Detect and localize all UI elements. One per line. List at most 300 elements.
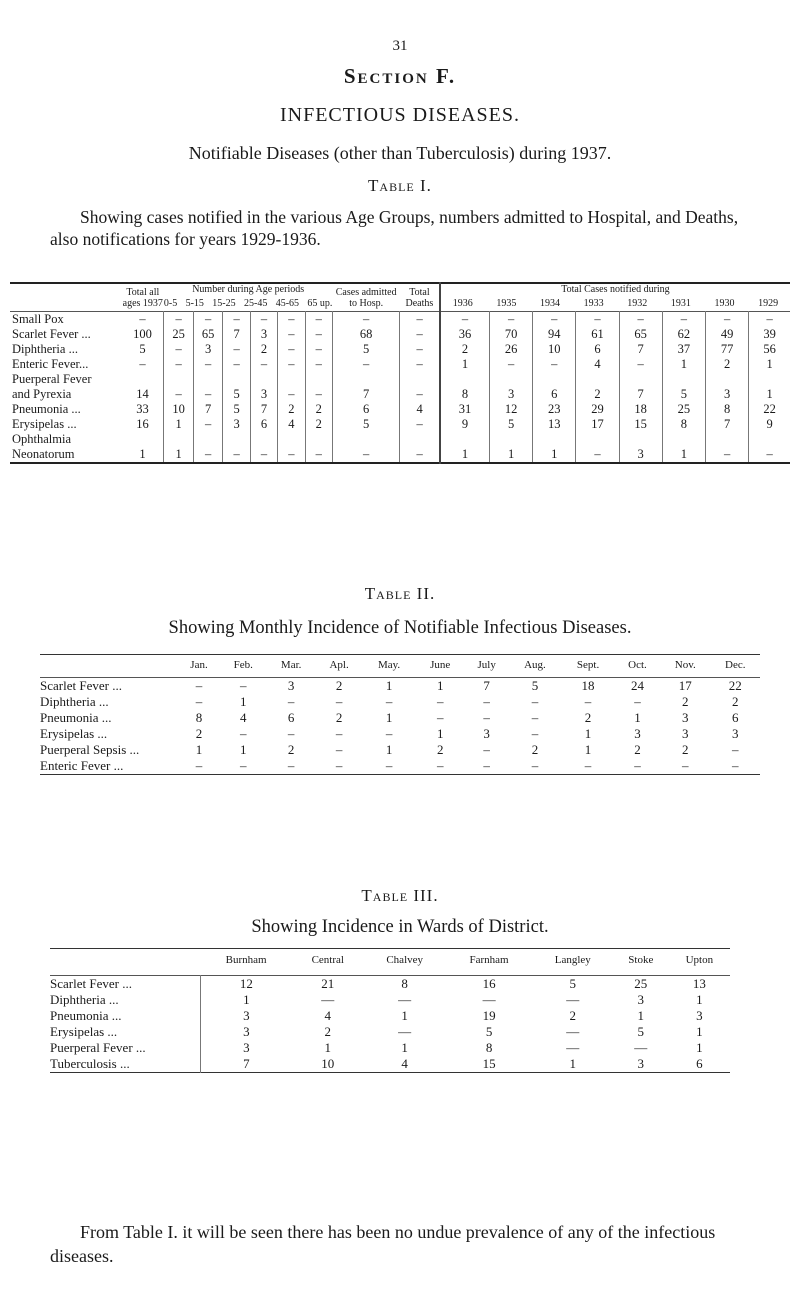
table2-cell: –	[436, 694, 444, 709]
table1-cell	[662, 432, 705, 447]
table1-cell: 1	[164, 447, 194, 463]
table1-cell: 37	[662, 342, 705, 357]
table3-row	[50, 976, 730, 993]
table2-cell: 8	[195, 710, 203, 725]
table2-month-header: Nov.	[674, 659, 696, 671]
table2-month-header: Oct.	[628, 659, 647, 671]
table1-year-0: 1936	[452, 298, 473, 309]
table2-cell: 1	[584, 726, 592, 741]
table1-cell: –	[619, 312, 662, 328]
table3-description: Showing Incidence in Wards of District.	[251, 917, 549, 937]
table2-cell: 1	[240, 694, 247, 709]
table1-cell: 29	[576, 402, 619, 417]
table1-cell: 5	[223, 402, 250, 417]
table1-cell	[250, 432, 277, 447]
page-number: 31	[392, 38, 408, 54]
table3-cell: —	[482, 992, 496, 1007]
table1-cell: 3	[223, 417, 250, 432]
table2-month-header: Feb.	[233, 659, 253, 671]
table1-cell: 6	[250, 417, 277, 432]
table1-cell: 62	[662, 327, 705, 342]
table2-cell: –	[240, 758, 247, 773]
table3-cell: 13	[692, 976, 706, 991]
table1-cell: –	[193, 387, 223, 402]
table1-cell: –	[400, 327, 440, 342]
table2-cell: 1	[195, 742, 203, 757]
table1-row	[10, 327, 790, 342]
table2-cell: –	[287, 694, 295, 709]
table2-row	[40, 694, 760, 710]
table2-cell: 1	[436, 678, 444, 693]
table1-year-2: 1934	[540, 298, 560, 309]
table2-cell: –	[682, 758, 689, 773]
table3-cell: 8	[485, 1040, 493, 1055]
table1-cell: –	[332, 357, 399, 372]
table1-cell: 1	[662, 447, 705, 463]
table1-cell: –	[278, 312, 305, 328]
table1-cell	[619, 432, 662, 447]
table2-cell: –	[287, 758, 295, 773]
table3-cell: 1	[324, 1040, 332, 1055]
table2-cell: 6	[287, 710, 295, 725]
table1-cell: –	[278, 327, 305, 342]
table1-cell: 68	[332, 327, 399, 342]
table3-disease: Pneumonia ...	[50, 1008, 122, 1023]
table2-cell: 3	[483, 726, 490, 741]
table3-cell: 2	[569, 1008, 576, 1023]
table1-cell: 3	[705, 387, 748, 402]
table1-cell: –	[193, 357, 223, 372]
table1-disease: Puerperal Fever	[12, 372, 92, 386]
table1-cell: 1	[440, 447, 490, 463]
table3-row	[50, 992, 730, 1008]
table1-header-age-group: Number during Age periods 0-5 5-15 15-25 25-45 45-65 65 up.	[163, 284, 333, 309]
table2-month-header: July	[477, 659, 496, 671]
table1-cell	[576, 432, 619, 447]
table2-cell: –	[195, 678, 203, 693]
table2-cell: –	[483, 710, 490, 725]
table1-disease: Scarlet Fever ...	[12, 327, 91, 341]
table3-cell: 1	[201, 992, 292, 1008]
table1-disease: Pneumonia ...	[12, 402, 81, 416]
table1-cell: –	[705, 447, 748, 463]
table3-cell: 7	[201, 1056, 292, 1073]
table2-disease: Puerperal Sepsis ...	[40, 742, 140, 757]
table2-cell: 1	[584, 742, 592, 757]
table1-header-total-cases: Total Cases notified during 1936 1935 1934 1933 1932 1931 1930 1929	[440, 283, 790, 312]
table1-cell: –	[576, 312, 619, 328]
main-title: INFECTIOUS DISEASES.	[279, 104, 521, 126]
table2-cell: 1	[385, 742, 393, 757]
table1-cell: 14	[136, 387, 149, 401]
table1-cell: 23	[533, 402, 576, 417]
table2-cell: –	[385, 726, 393, 741]
table3-cell: —	[634, 1040, 648, 1055]
table1-cell: –	[139, 357, 146, 371]
table2-row	[40, 710, 760, 726]
table1-cell: 2	[305, 402, 332, 417]
table1-cell: 7	[332, 387, 399, 402]
table1-row	[10, 342, 790, 357]
table2-disease: Scarlet Fever ...	[40, 678, 122, 693]
table1-cell	[489, 432, 532, 447]
table3-cell: 15	[482, 1056, 496, 1071]
table2-cell: 3	[634, 726, 641, 741]
table1-cell	[440, 372, 490, 387]
table1-cell: 6	[332, 402, 399, 417]
table1-cell: 31	[440, 402, 490, 417]
table2-cell: –	[436, 710, 444, 725]
table1-cell: –	[400, 342, 440, 357]
table3-ward-header: Chalvey	[386, 954, 424, 966]
table1-year-7: 1929	[758, 298, 779, 309]
table1-row	[10, 312, 790, 328]
table1-cell: –	[705, 312, 748, 328]
table2-cell: 24	[630, 678, 644, 693]
table2-cell: –	[531, 758, 539, 773]
table1-cell: –	[164, 357, 194, 372]
table3-ward-header: Stoke	[628, 954, 654, 966]
table1-cell: 6	[533, 387, 576, 402]
table1-cell	[305, 372, 332, 387]
table1-cell: 39	[749, 327, 790, 342]
table1-year-4: 1932	[627, 298, 648, 309]
table1-disease: Ophthalmia	[12, 432, 72, 446]
table1-age-4: 45-65	[275, 298, 300, 309]
table3-ward-header: Burnham	[225, 954, 267, 966]
table2-cell: –	[732, 742, 739, 757]
table1-cell: 61	[576, 327, 619, 342]
table1-cell	[576, 372, 619, 387]
table1-cell	[705, 372, 748, 387]
table1-cell	[749, 372, 790, 387]
table2-month-header: Dec.	[725, 659, 746, 671]
table2-month-header: Apl.	[329, 659, 349, 671]
table2-cell: 2	[287, 742, 295, 757]
table1-header-deaths: Total Deaths	[405, 287, 434, 309]
table3-cell: 1	[401, 1040, 408, 1055]
table1-cell: 65	[193, 327, 223, 342]
table3-cell: 12	[201, 976, 292, 993]
table2-cell: –	[634, 758, 641, 773]
table1-cell: 7	[223, 327, 250, 342]
table1-cell	[489, 372, 532, 387]
subtitle: Notifiable Diseases (other than Tuberculosis) during 1937.	[188, 143, 612, 163]
table1-cell: 3	[193, 342, 223, 357]
table3-header-disease	[50, 949, 201, 976]
table3-cell: 3	[201, 1040, 292, 1056]
table1	[10, 282, 790, 464]
table1-cell: –	[250, 312, 277, 328]
table1-cell	[749, 432, 790, 447]
table3-disease: Puerperal Fever ...	[50, 1040, 146, 1055]
table1-cell: 1	[164, 417, 194, 432]
table1-cell: –	[400, 447, 440, 463]
table1-cell: 4	[400, 402, 440, 417]
table1-cell	[332, 432, 399, 447]
table1-cell: –	[305, 312, 332, 328]
table2-header-disease	[40, 655, 178, 678]
table3-cell: 5	[569, 976, 576, 991]
table1-cell: –	[193, 447, 223, 463]
table1-age-2: 15-25	[212, 298, 236, 309]
table3-disease: Diphtheria ...	[50, 992, 119, 1007]
table1-row	[10, 372, 790, 387]
table2-cell: –	[195, 694, 203, 709]
table1-cell: 6	[576, 342, 619, 357]
table3-cell: 3	[637, 992, 645, 1007]
table2-cell: –	[335, 726, 343, 741]
table2-disease: Diphtheria ...	[40, 694, 109, 709]
table1-cell: 7	[705, 417, 748, 432]
table2-month-header: Jan.	[190, 659, 208, 671]
table1-disease: Small Pox	[12, 312, 64, 326]
table1-cell	[193, 372, 223, 387]
table2-cell: 2	[195, 726, 203, 741]
table1-cell: –	[400, 357, 440, 372]
table1-cell: 15	[619, 417, 662, 432]
table2-cell: 3	[682, 710, 689, 725]
table1-cell	[400, 372, 440, 387]
table3-cell: 1	[637, 1008, 645, 1023]
table1-cell: 3	[250, 327, 277, 342]
table2-cell: –	[531, 694, 539, 709]
table1-cell: 100	[133, 327, 152, 341]
table1-cell: 2	[305, 417, 332, 432]
table1-cell	[705, 432, 748, 447]
table2-row	[40, 678, 760, 695]
table1-cell	[662, 372, 705, 387]
table2-cell: 3	[732, 726, 739, 741]
table1-disease: Erysipelas ...	[12, 417, 77, 431]
table3-cell: 3	[201, 1024, 292, 1040]
table1-cell: 25	[662, 402, 705, 417]
table1-cell: –	[533, 357, 576, 372]
table1-cell: 1	[489, 447, 532, 463]
table1-cell: –	[278, 357, 305, 372]
table1-cell	[533, 432, 576, 447]
table1-cell: 25	[164, 327, 194, 342]
table1-cell	[533, 372, 576, 387]
table3-row	[50, 1040, 730, 1056]
table3-cell: —	[566, 1040, 580, 1055]
table2-cell: –	[195, 758, 203, 773]
table1-cell: –	[164, 342, 194, 357]
table2-cell: –	[385, 694, 393, 709]
table1-cell	[164, 432, 194, 447]
table2-cell: –	[335, 694, 343, 709]
table2-cell: –	[240, 726, 247, 741]
table1-cell: –	[305, 357, 332, 372]
table1-description: Showing cases notified in the various Age Groups, numbers admitted to Hospital, and Deaths, also notifications for years 1929-1936.	[50, 207, 739, 249]
table1-cell	[223, 372, 250, 387]
table1-cell: –	[332, 312, 399, 328]
table2-cell: 22	[728, 678, 742, 693]
table1-cell: 3	[489, 387, 532, 402]
table3-cell: 4	[324, 1008, 332, 1023]
table1-cell: 16	[136, 417, 149, 431]
table3-row	[50, 1056, 730, 1073]
table1-cell	[440, 432, 490, 447]
table2-cell: –	[436, 758, 444, 773]
table1-header-disease	[10, 283, 122, 312]
table1-cell	[619, 372, 662, 387]
table1-cell: 13	[533, 417, 576, 432]
table2-cell: 4	[240, 710, 247, 725]
table1-cell	[400, 432, 440, 447]
table3-cell: 25	[634, 976, 648, 991]
table1-cell: 33	[136, 402, 149, 416]
table1-cell: 5	[662, 387, 705, 402]
table1-cell: 3	[619, 447, 662, 463]
table3-ward-header: Farnham	[469, 954, 509, 966]
table3-cell: 1	[401, 1008, 408, 1023]
table3-disease: Tuberculosis ...	[50, 1056, 130, 1071]
table1-cell: –	[749, 447, 790, 463]
table1-cell: –	[250, 357, 277, 372]
table1-cell: 2	[705, 357, 748, 372]
table3-cell: 1	[696, 992, 703, 1007]
table2-cell: –	[634, 694, 641, 709]
table3-cell: 1	[696, 1040, 703, 1055]
table2-cell: 2	[732, 694, 739, 709]
table2-cell: –	[483, 694, 490, 709]
table1-cell: –	[278, 387, 305, 402]
table1-cell: 2	[576, 387, 619, 402]
table1-cell: –	[305, 387, 332, 402]
table1-cell: 7	[619, 342, 662, 357]
table1-cell: –	[223, 312, 250, 328]
table1-header-total: Total all ages 1937	[122, 287, 163, 309]
table1-cell	[122, 372, 164, 387]
table1-cell	[193, 432, 223, 447]
table3-cell: 8	[401, 976, 408, 991]
table2-disease: Erysipelas ...	[40, 726, 108, 741]
table1-cell: 1	[440, 357, 490, 372]
table1-cell: –	[305, 447, 332, 463]
table3-cell: 10	[321, 1056, 335, 1071]
table2-cell: 2	[335, 710, 343, 725]
table2-disease: Enteric Fever ...	[40, 758, 124, 773]
table1-cell	[278, 372, 305, 387]
table1-cell: 22	[749, 402, 790, 417]
table3-cell: 3	[696, 1008, 703, 1023]
table1-disease: Neonatorum	[12, 447, 75, 461]
table1-cell: 9	[440, 417, 490, 432]
table1-cell: –	[164, 387, 194, 402]
table1-cell: 5	[223, 387, 250, 402]
table1-cell: 1	[139, 447, 146, 461]
table1-cell: 56	[749, 342, 790, 357]
table2-month-header: June	[430, 659, 451, 671]
table1-cell	[164, 372, 194, 387]
table1-cell: 49	[705, 327, 748, 342]
table1-cell: –	[662, 312, 705, 328]
table1-cell: 1	[749, 357, 790, 372]
table1-cell: 4	[576, 357, 619, 372]
table3-cell: 19	[482, 1008, 496, 1023]
table2-month-header: Sept.	[576, 659, 600, 671]
table1-row	[10, 402, 790, 417]
table2-row	[40, 742, 760, 758]
table1-cell: 8	[662, 417, 705, 432]
table1-cell: –	[400, 312, 440, 328]
table1-cell: –	[164, 312, 194, 328]
table3-caption: Table III.	[361, 886, 439, 905]
table1-cell: –	[749, 312, 790, 328]
table3-row	[50, 1024, 730, 1040]
table1-cell: –	[193, 417, 223, 432]
table1-cell: 77	[705, 342, 748, 357]
table1-age-5: 65 up.	[307, 298, 333, 309]
table1-cell: –	[139, 312, 146, 326]
table1-cell: 7	[250, 402, 277, 417]
table2-cell: –	[335, 742, 343, 757]
table2-month-header: Aug.	[524, 659, 546, 671]
table2-cell: –	[287, 726, 295, 741]
closing-paragraph: From Table I. it will be seen there has been no undue prevalence of any of the infectious diseases.	[50, 1222, 716, 1266]
table2-cell: 3	[287, 678, 295, 693]
table2-cell: 2	[335, 678, 343, 693]
table1-cell: –	[278, 342, 305, 357]
table1-cell: 7	[193, 402, 223, 417]
table2-cell: 2	[634, 742, 641, 757]
table1-cell: 8	[440, 387, 490, 402]
table1-cell: –	[400, 387, 440, 402]
table1-row	[10, 357, 790, 372]
table2-cell: 6	[732, 710, 739, 725]
table2-cell: 1	[385, 710, 393, 725]
table1-cell: 1	[749, 387, 790, 402]
table1-cell	[250, 372, 277, 387]
table1-year-1: 1935	[496, 298, 517, 309]
table1-disease: Diphtheria ...	[12, 342, 78, 356]
table1-cell: 2	[440, 342, 490, 357]
table1-age-0: 0-5	[163, 298, 178, 309]
table1-cell: 12	[489, 402, 532, 417]
table2-cell: 2	[436, 742, 444, 757]
table1-cell: –	[223, 357, 250, 372]
table3-cell: —	[321, 992, 335, 1007]
table3-disease: Scarlet Fever ...	[50, 976, 132, 991]
table2-cell: 1	[240, 742, 247, 757]
table2-cell: –	[531, 710, 539, 725]
table1-year-3: 1933	[583, 298, 604, 309]
table1-cell: –	[250, 447, 277, 463]
table1-cell	[332, 372, 399, 387]
table2-month-header: May.	[377, 659, 401, 671]
table3-cell: 2	[324, 1024, 332, 1039]
table1-caption: Table I.	[368, 176, 432, 195]
table1-cell: 5	[489, 417, 532, 432]
table2-cell: 2	[682, 694, 689, 709]
table1-cell: 4	[278, 417, 305, 432]
table1-age-3: 25-45	[243, 298, 268, 309]
table1-cell	[278, 432, 305, 447]
table1-cell: 70	[489, 327, 532, 342]
table1-cell: 17	[576, 417, 619, 432]
table2-cell: –	[335, 758, 343, 773]
table3-cell: 4	[401, 1056, 408, 1071]
table1-cell: 2	[278, 402, 305, 417]
table1-cell: 3	[250, 387, 277, 402]
table3-cell: —	[566, 992, 580, 1007]
table1-cell: –	[305, 327, 332, 342]
table1-cell: 1	[662, 357, 705, 372]
table1-cell	[122, 432, 164, 447]
table3-cell: —	[398, 992, 412, 1007]
table3-cell: 1	[696, 1024, 703, 1039]
